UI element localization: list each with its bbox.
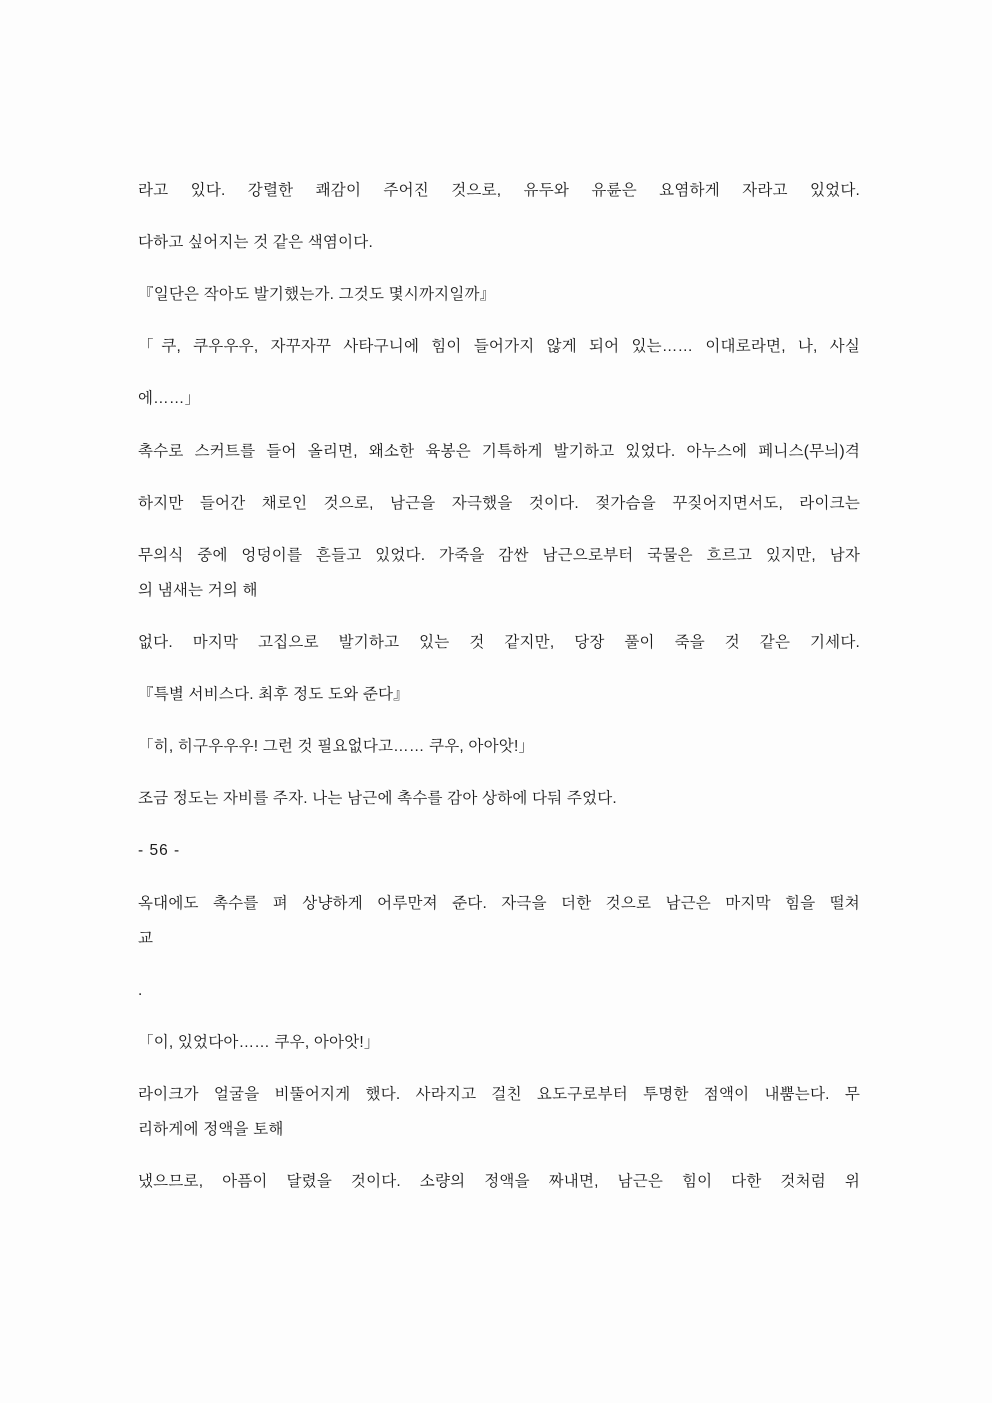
paragraph: 『특별 서비스다. 최후 정도 도와 준다』 [138,686,409,704]
paragraph: 라이크가 얼굴을 비뚤어지게 했다. 사라지고 걸친 요도구로부터 투명한 점액이 내뿜는다. 무 [138,1085,860,1103]
paragraph: 『일단은 작아도 발기했는가. 그것도 몇시까지일까』 [138,286,496,304]
paragraph: 촉수로 스커트를 들어 올리면, 왜소한 육봉은 기특하게 발기하고 있었다. 아누스에 페니스(무늬)격 [138,442,860,460]
paragraph: 무의식 중에 엉덩이를 흔들고 있었다. 가죽을 감싼 남근으로부터 국물은 흐르고 있지만, 남자 [138,546,860,564]
paragraph: . [138,981,143,999]
paragraph: 없다. 마지막 고집으로 발기하고 있는 것 같지만, 당장 풀이 죽을 것 같은 기세다. [138,633,860,651]
paragraph: 「히, 히구우우우! 그런 것 필요없다고…… 쿠우, 아아앗!」 [138,738,535,756]
paragraph: 라고 있다. 강렬한 쾌감이 주어진 것으로, 유두와 유륜은 요염하게 자라고 있었다. [138,182,860,199]
paragraph: 「이, 있었다아…… 쿠우, 아아앗!」 [138,1033,380,1051]
paragraph: 「쿠, 쿠우우우, 자꾸자꾸 사타구니에 힘이 들어가지 않게 되어 있는…… 이대로라면, 나, 사실 [138,338,860,356]
paragraph: 에……」 [138,390,201,408]
paragraph: 의 냄새는 거의 해 [138,581,258,599]
document-text-body [138,178,860,1194]
paragraph: 냈으므로, 아픔이 달렸을 것이다. 소량의 정액을 짜내면, 남근은 힘이 다한 것처럼 위 [138,1173,860,1191]
page-number: - 56 - [138,842,181,860]
paragraph: 옥대에도 촉수를 펴 상냥하게 어루만져 준다. 자극을 더한 것으로 남근은 마지막 힘을 떨쳐 [138,894,860,912]
paragraph: 하지만 들어간 채로인 것으로, 남근을 자극했을 것이다. 젖가슴을 꾸짖어지면서도, 라이크는 [138,494,860,512]
paragraph: 조금 정도는 자비를 주자. 나는 남근에 촉수를 감아 상하에 다둬 주었다. [138,790,617,808]
paragraph: 리하게에 정액을 토해 [138,1121,284,1139]
paragraph: 교 [138,929,154,947]
paragraph: 다하고 싶어지는 것 같은 색염이다. [138,234,373,252]
